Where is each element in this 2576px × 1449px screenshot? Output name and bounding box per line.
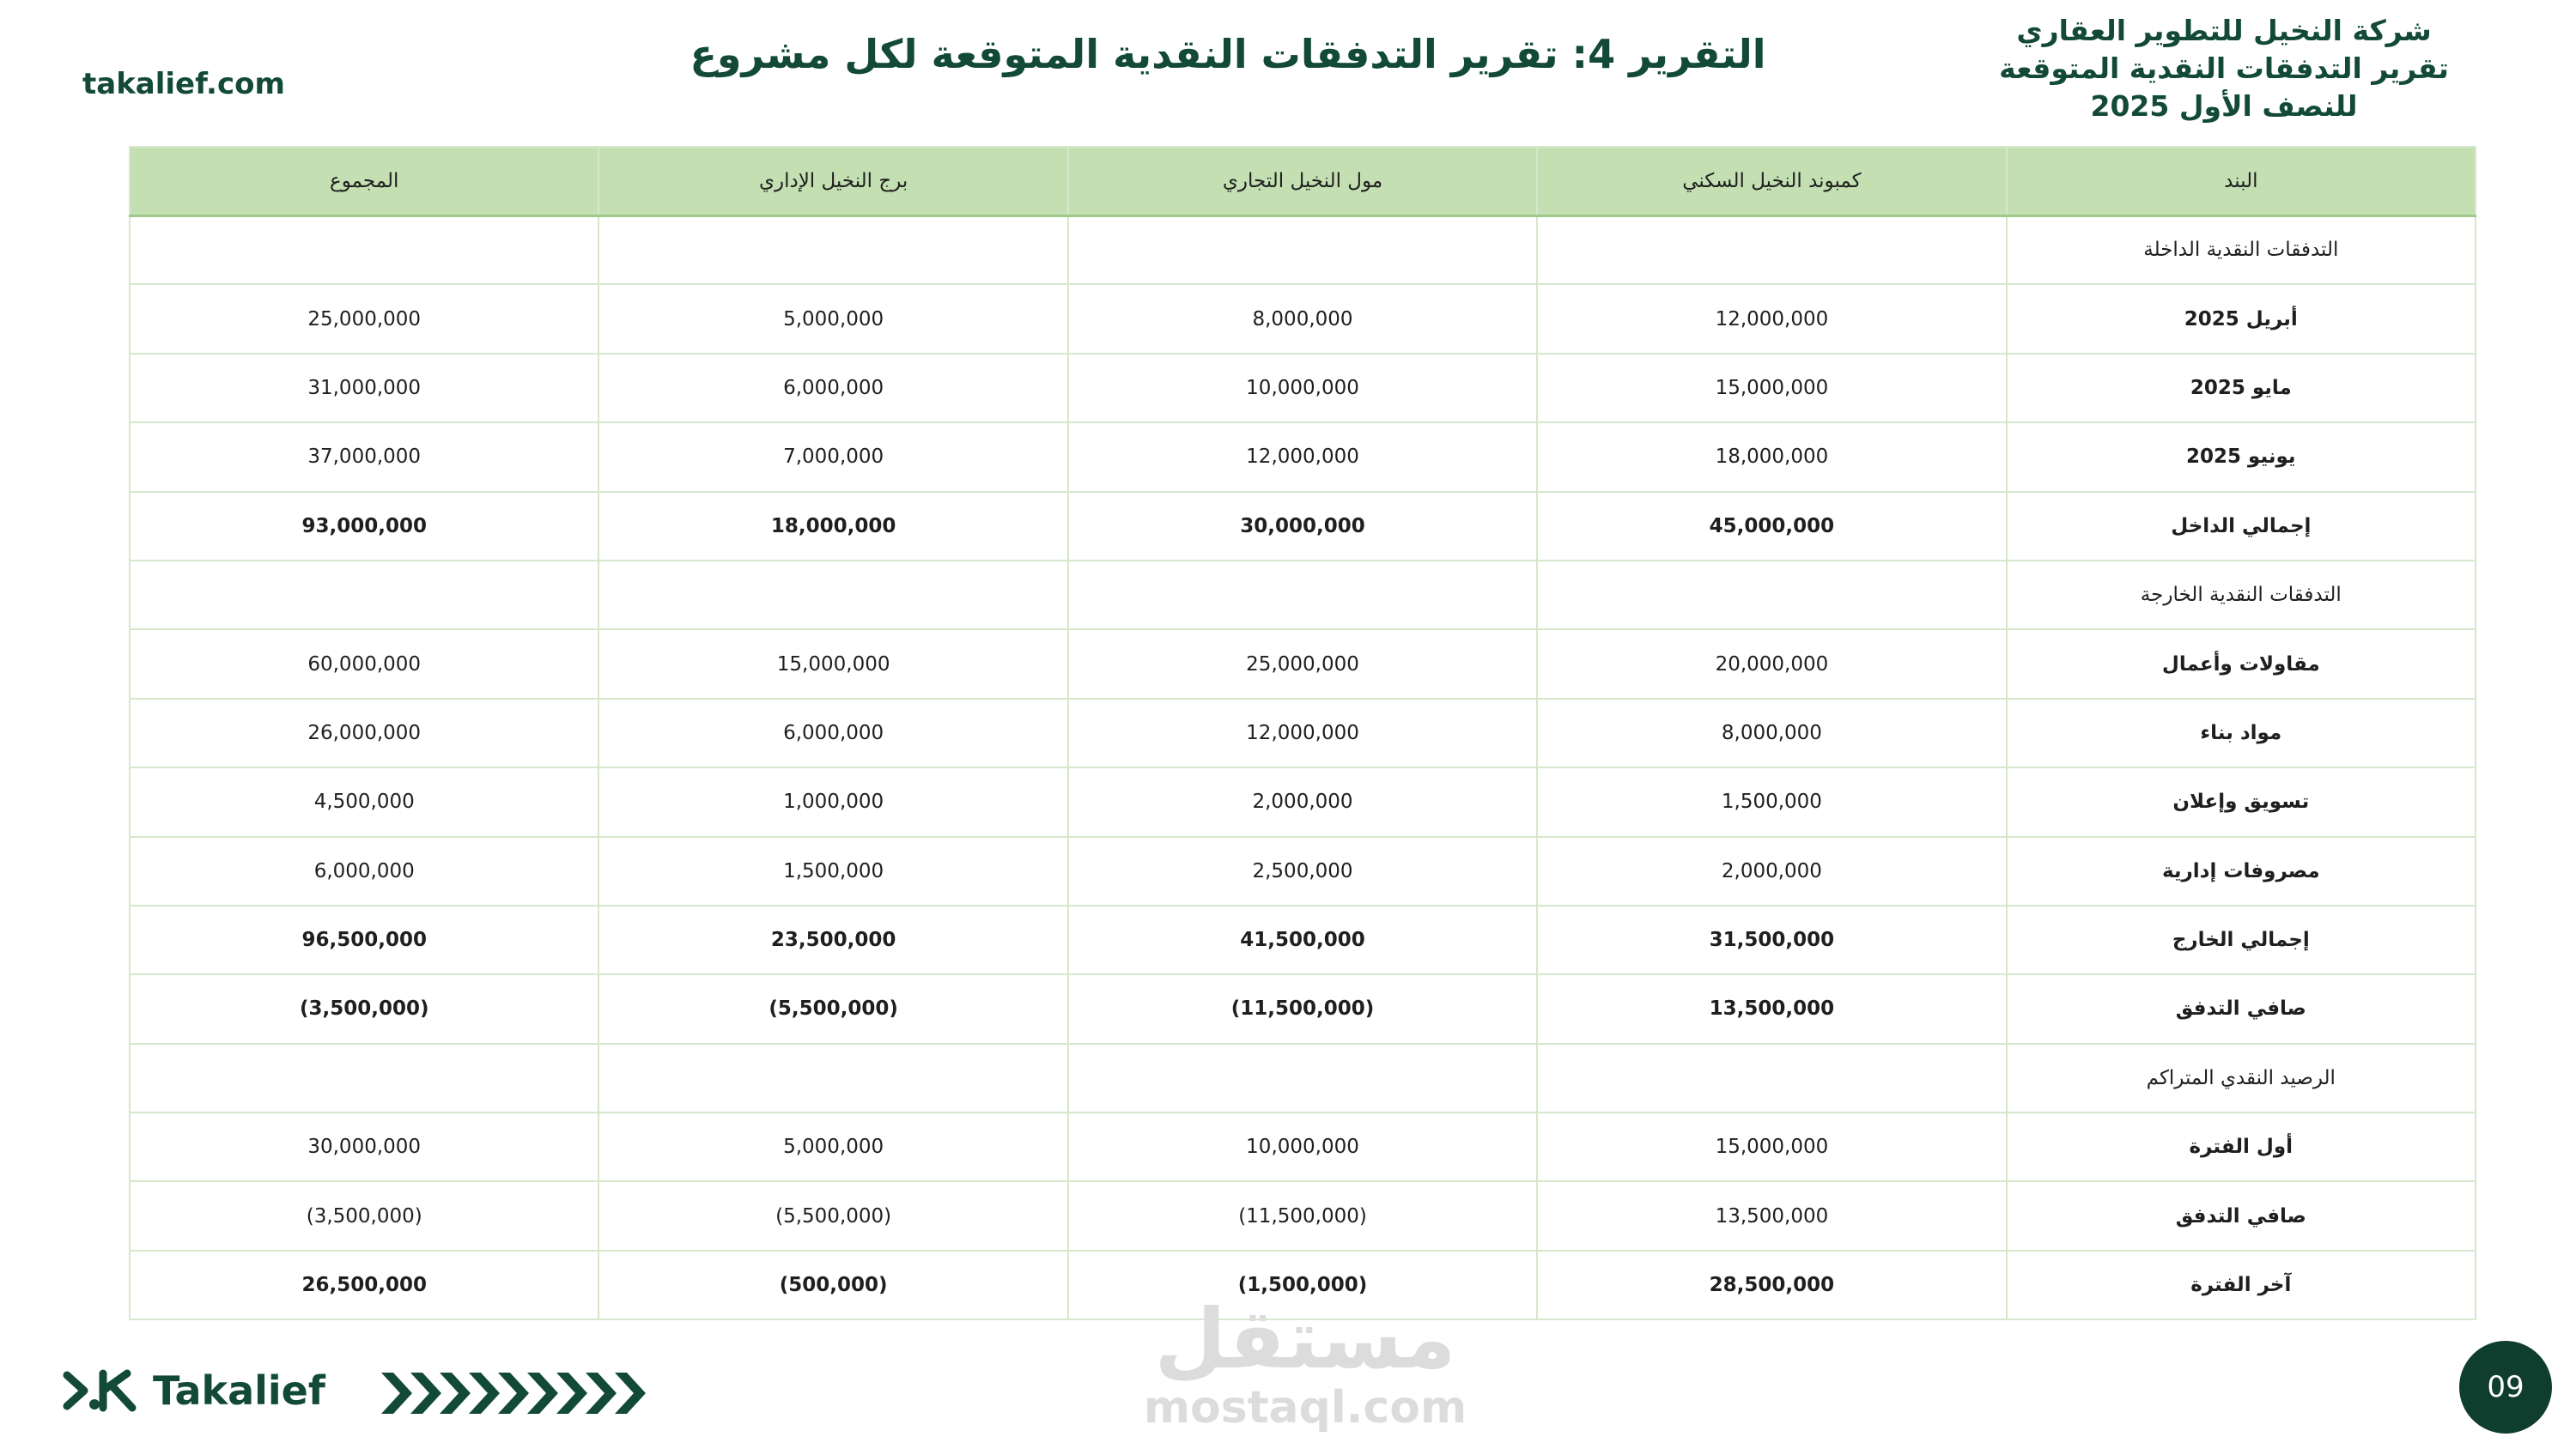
report-subtitle: تقرير التدفقات النقدية المتوقعة	[1999, 52, 2449, 85]
row-label: أبريل 2025	[2007, 284, 2476, 353]
row-label: إجمالي الخارج	[2007, 906, 2476, 974]
cell: 1,000,000	[598, 767, 1067, 836]
cell: 10,000,000	[1068, 1113, 1537, 1181]
cell: (3,500,000)	[130, 1181, 598, 1250]
page-number-badge: 09	[2459, 1341, 2552, 1434]
cell: 28,500,000	[1537, 1251, 2006, 1319]
cell: 31,500,000	[1537, 906, 2006, 974]
table-row-section-cumulative	[130, 1044, 2476, 1113]
header-residential-compound: كمبوند النخيل السكني	[1537, 147, 2006, 215]
table-row	[130, 284, 2476, 353]
takalief-mark-icon	[60, 1365, 146, 1416]
row-label: صافي التدفق	[2007, 1181, 2476, 1250]
cell: 93,000,000	[130, 492, 598, 561]
cell: (1,500,000)	[1068, 1251, 1537, 1319]
cell: (11,500,000)	[1068, 974, 1537, 1043]
cell	[1068, 215, 1537, 284]
cell: 30,000,000	[130, 1113, 598, 1181]
table-row	[130, 837, 2476, 906]
cell	[130, 561, 598, 629]
row-label: آخر الفترة	[2007, 1251, 2476, 1319]
table-row-net-flow	[130, 974, 2476, 1043]
cell	[1068, 1044, 1537, 1113]
header-admin-tower: برج النخيل الإداري	[598, 147, 1067, 215]
page-title: التقرير 4: تقرير التدفقات النقدية المتوقعة لكل مشروع	[690, 31, 1766, 77]
company-name: شركة النخيل للتطوير العقاري	[2016, 14, 2432, 47]
cell: 10,000,000	[1068, 354, 1537, 422]
cell	[1537, 561, 2006, 629]
cell: 30,000,000	[1068, 492, 1537, 561]
cell: 25,000,000	[1068, 629, 1537, 698]
cell: 96,500,000	[130, 906, 598, 974]
cell: 18,000,000	[598, 492, 1067, 561]
row-label: التدفقات النقدية الداخلة	[2007, 215, 2476, 284]
cell: (5,500,000)	[598, 1181, 1067, 1250]
cell: 1,500,000	[598, 837, 1067, 906]
row-label: صافي التدفق	[2007, 974, 2476, 1043]
table-row-total-inflows	[130, 492, 2476, 561]
cell	[598, 561, 1067, 629]
row-label: مايو 2025	[2007, 354, 2476, 422]
cell: 15,000,000	[1537, 1113, 2006, 1181]
cell: 2,000,000	[1537, 837, 2006, 906]
table-row	[130, 629, 2476, 698]
cell: 8,000,000	[1537, 699, 2006, 767]
cell: 31,000,000	[130, 354, 598, 422]
cell: 1,500,000	[1537, 767, 2006, 836]
row-label: مقاولات وأعمال	[2007, 629, 2476, 698]
cell: 37,000,000	[130, 422, 598, 491]
cell	[130, 215, 598, 284]
website-link[interactable]: takalief.com	[82, 67, 285, 101]
header-total: المجموع	[130, 147, 598, 215]
chevron-right-icon	[381, 1369, 647, 1417]
row-label: مواد بناء	[2007, 699, 2476, 767]
cell: 4,500,000	[130, 767, 598, 836]
cell: 8,000,000	[1068, 284, 1537, 353]
cell: 60,000,000	[130, 629, 598, 698]
cash-flow-table	[129, 146, 2476, 1320]
cell: 23,500,000	[598, 906, 1067, 974]
cell: (500,000)	[598, 1251, 1067, 1319]
cell: (11,500,000)	[1068, 1181, 1537, 1250]
cell: 15,000,000	[1537, 354, 2006, 422]
cell	[130, 1044, 598, 1113]
row-label: الرصيد النقدي المتراكم	[2007, 1044, 2476, 1113]
cell: 45,000,000	[1537, 492, 2006, 561]
logo-text: Takalief	[153, 1367, 325, 1414]
cell: 6,000,000	[130, 837, 598, 906]
cell: 26,000,000	[130, 699, 598, 767]
row-label: تسويق وإعلان	[2007, 767, 2476, 836]
table-row	[130, 699, 2476, 767]
row-label: إجمالي الداخل	[2007, 492, 2476, 561]
row-label: التدفقات النقدية الخارجة	[2007, 561, 2476, 629]
table-row-total-outflows	[130, 906, 2476, 974]
row-label: مصروفات إدارية	[2007, 837, 2476, 906]
cell: 12,000,000	[1068, 699, 1537, 767]
cell	[1537, 1044, 2006, 1113]
row-label: يونيو 2025	[2007, 422, 2476, 491]
table-row	[130, 1181, 2476, 1250]
cell	[1068, 561, 1537, 629]
cell: 6,000,000	[598, 699, 1067, 767]
cell	[1537, 215, 2006, 284]
table-header-row	[130, 147, 2476, 215]
chevron-arrows-decoration	[381, 1369, 647, 1421]
cell: 15,000,000	[598, 629, 1067, 698]
cell: 2,500,000	[1068, 837, 1537, 906]
row-label: أول الفترة	[2007, 1113, 2476, 1181]
table-row	[130, 1113, 2476, 1181]
cell: 13,500,000	[1537, 974, 2006, 1043]
cell: 18,000,000	[1537, 422, 2006, 491]
watermark-arabic: مستقل	[1154, 1291, 1456, 1387]
table-row	[130, 422, 2476, 491]
table-row-section-inflows	[130, 215, 2476, 284]
cell: 7,000,000	[598, 422, 1067, 491]
cell: (3,500,000)	[130, 974, 598, 1043]
table-row	[130, 354, 2476, 422]
cell: 12,000,000	[1537, 284, 2006, 353]
cell	[598, 1044, 1067, 1113]
cell: 41,500,000	[1068, 906, 1537, 974]
cell: 5,000,000	[598, 1113, 1067, 1181]
cell: (5,500,000)	[598, 974, 1067, 1043]
table-row	[130, 767, 2476, 836]
report-period: للنصف الأول 2025	[2090, 89, 2358, 123]
cell	[598, 215, 1067, 284]
company-header	[1958, 12, 2490, 125]
cell: 13,500,000	[1537, 1181, 2006, 1250]
cell: 2,000,000	[1068, 767, 1537, 836]
cell: 6,000,000	[598, 354, 1067, 422]
watermark-url: mostaql.com	[1143, 1382, 1467, 1434]
watermark	[1142, 1291, 1468, 1434]
table-row-section-outflows	[130, 561, 2476, 629]
cell: 20,000,000	[1537, 629, 2006, 698]
header-commercial-mall: مول النخيل التجاري	[1068, 147, 1537, 215]
cell: 12,000,000	[1068, 422, 1537, 491]
cell: 5,000,000	[598, 284, 1067, 353]
cell: 25,000,000	[130, 284, 598, 353]
header-item: البند	[2007, 147, 2476, 215]
takalief-logo	[60, 1365, 325, 1416]
cell: 26,500,000	[130, 1251, 598, 1319]
